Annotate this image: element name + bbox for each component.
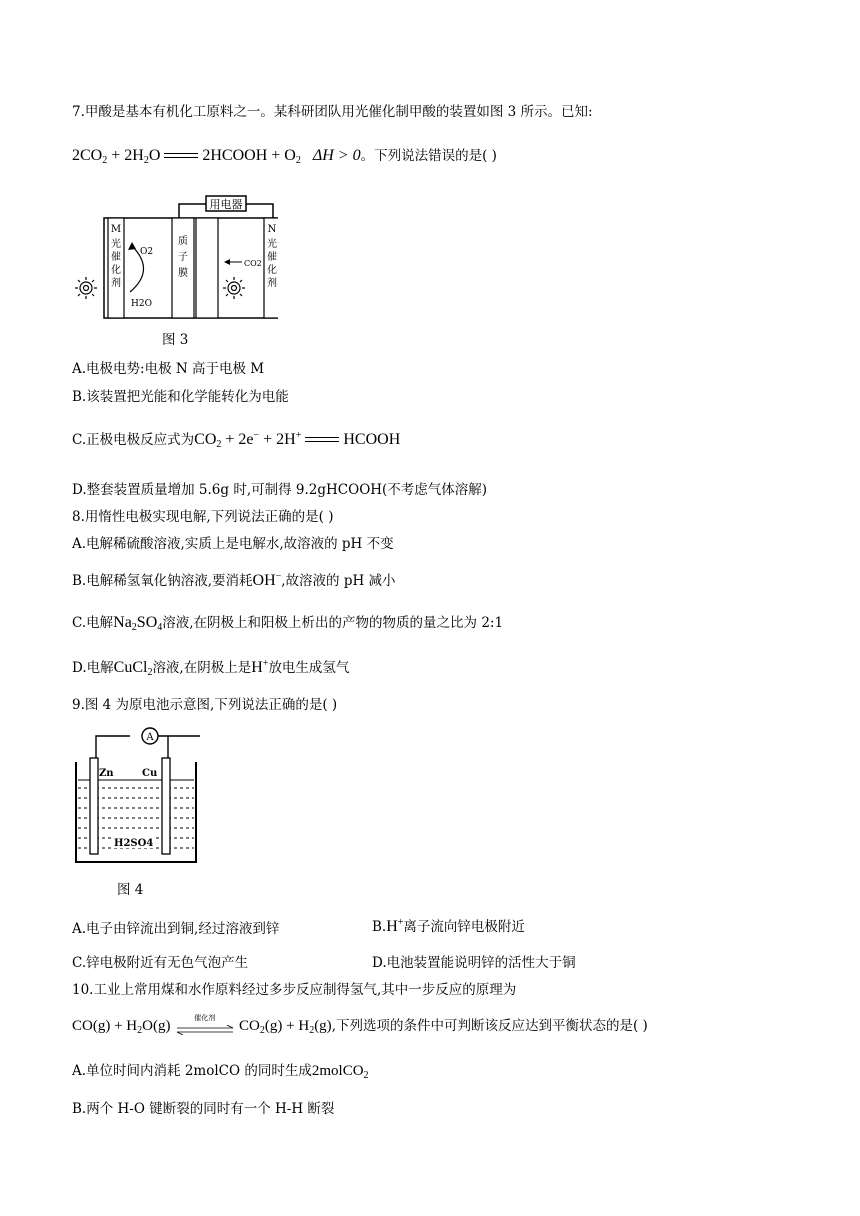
figure-4-caption: 图 4 [117,882,144,898]
q9-option-a: A.电子由锌流出到铜,经过溶液到锌 [72,921,280,937]
figure-4-diagram [72,722,200,868]
q10-stem: 10.工业上常用煤和水作原料经过多步反应制得氢气,其中一步反应的原理为 [72,982,517,998]
q8-stem: 8.用惰性电极实现电解,下列说法正确的是( ) [72,509,334,525]
q7-equation: $2CO_2 + 2H_2O$ 2HCOOH + $O_2$ ΔH > 0。下列说法错误的是( ) [72,147,497,166]
svg-text:Cu: Cu [142,768,158,779]
svg-text:催: 催 [111,252,121,263]
q9-option-d: D.电池装置能说明锌的活性大于铜 [372,955,576,971]
svg-text:O2: O2 [140,247,154,257]
q7-option-a: A.电极电势:电极 N 高于电极 M [72,361,265,377]
q7-option-d: D.整套装置质量增加 5.6g 时,可制得 9.2gHCOOH(不考虑气体溶解) [72,482,488,498]
q7-stem: 7.甲酸是基本有机化工原料之一。某科研团队用光催化制甲酸的装置如图 3 所示。已知: [72,104,593,120]
svg-text:H2O: H2O [131,299,152,309]
svg-text:N: N [267,224,277,235]
device-label: 用电器 [209,198,243,211]
reversible-arrow-icon: 催化剂 [175,1018,235,1036]
svg-text:剂: 剂 [111,278,121,289]
q10-option-b: B.两个 H-O 键断裂的同时有一个 H-H 断裂 [72,1101,335,1117]
q10-option-a: A.单位时间内消耗 2molCO 的同时生成2molCO$_2$ [72,1063,369,1081]
svg-text:化: 化 [111,265,121,276]
svg-text:Zn: Zn [99,768,114,779]
q10-equation: $CO(g) + H_2O(g)$ 催化剂 $CO_2(g) + H_2(g)$,下列选项的条件中可判断该反应达到平衡状态的是( ) [72,1013,648,1036]
q7-option-b: B.该装置把光能和化学能转化为电能 [72,389,289,405]
q8-option-b: B.电解稀氢氧化钠溶液,要消耗OH−,故溶液的 pH 减小 [72,571,396,589]
svg-text:质: 质 [178,236,188,247]
q8-option-c: C.电解$Na_2SO_4$溶液,在阴极上和阳极上析出的产物的物质的量之比为 2:1 [72,614,504,633]
svg-text:A: A [146,732,154,743]
svg-text:光: 光 [267,239,277,250]
q9-option-c: C.锌电极附近有无色气泡产生 [72,955,249,971]
svg-text:化: 化 [267,265,277,276]
q8-option-d: D.电解CuCl$_2$溶液,在阴极上是H+放电生成氢气 [72,658,350,678]
q9-stem: 9.图 4 为原电池示意图,下列说法正确的是( ) [72,697,338,713]
q7-option-c: C.正极电极反应式为$CO_2 + 2e^- + 2H^+$ HCOOH [72,430,401,450]
figure-3-diagram [68,192,278,327]
svg-text:剂: 剂 [267,278,277,289]
q8-option-a: A.电解稀硫酸溶液,实质上是电解水,故溶液的 pH 不变 [72,536,394,552]
sun-icon-left [75,277,97,299]
svg-text:M: M [110,224,122,235]
svg-text:H2SO4: H2SO4 [114,838,154,849]
q9-option-b: B.H+离子流向锌电极附近 [372,917,525,935]
svg-text:CO2: CO2 [244,259,262,268]
svg-text:光: 光 [111,239,121,250]
svg-text:催: 催 [267,252,277,263]
figure-3-caption: 图 3 [162,332,189,348]
svg-text:子: 子 [178,252,188,263]
svg-text:膜: 膜 [178,268,188,279]
